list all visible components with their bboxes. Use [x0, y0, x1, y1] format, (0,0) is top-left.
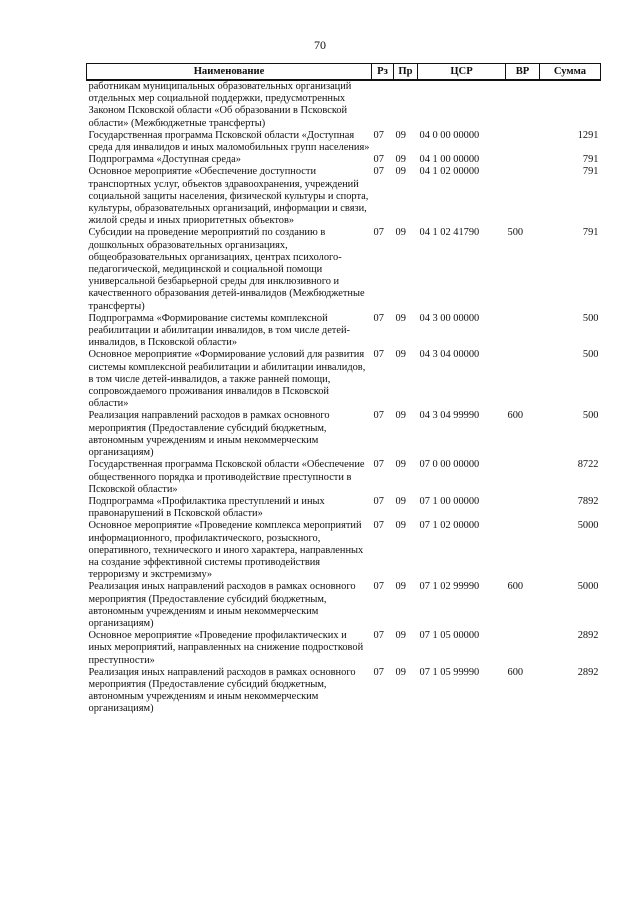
cell-rz: 07: [373, 581, 384, 593]
cell-rz: 07: [373, 520, 384, 532]
cell-pr: 09: [395, 666, 406, 678]
table-row: [87, 667, 601, 716]
cell-pr: 09: [395, 227, 406, 239]
table-row: [87, 80, 601, 130]
cell-vr: 600: [507, 410, 524, 422]
cell-pr: 09: [395, 312, 406, 324]
cell-csr: 04 3 04 00000: [419, 349, 480, 361]
cell-sum: 5000: [577, 581, 599, 593]
cell-sum: 2892: [577, 630, 599, 642]
cell-rz: 07: [373, 666, 384, 678]
table-row: [87, 130, 601, 154]
cell-csr: [418, 80, 506, 130]
cell-sum: 8722: [577, 459, 599, 471]
cell-vr: [506, 520, 540, 581]
cell-sum: 5000: [577, 520, 599, 532]
cell-sum: 7892: [577, 495, 599, 507]
cell-csr: 04 1 00 00000: [419, 154, 480, 166]
cell-pr: 09: [395, 630, 406, 642]
cell-csr: 07 0 00 00000: [419, 459, 480, 471]
budget-table: [86, 63, 601, 716]
cell-rz: 07: [373, 495, 384, 507]
cell-csr: 04 3 04 99990: [419, 410, 480, 422]
cell-pr: 09: [395, 520, 406, 532]
cell-csr: 04 3 00 00000: [419, 312, 480, 324]
cell-vr: [506, 313, 540, 350]
cell-rz: [372, 80, 394, 130]
cell-csr: 07 1 05 00000: [419, 630, 480, 642]
cell-rz: 07: [373, 459, 384, 471]
cell-sum: 791: [582, 227, 599, 239]
cell-vr: 600: [507, 666, 524, 678]
cell-sum: 1291: [577, 129, 599, 141]
cell-name: Основное мероприятие «Проведение профилактических и иных мероприятий, направленных на снижение подростковой преступности»: [88, 630, 364, 666]
header-rz: Рз: [372, 64, 394, 81]
cell-rz: 07: [373, 166, 384, 178]
table-header-row: [87, 64, 601, 81]
table-row: [87, 154, 601, 166]
cell-vr: [506, 130, 540, 154]
cell-rz: 07: [373, 129, 384, 141]
cell-name: Государственная программа Псковской области «Обеспечение общественного порядка и противодействие преступности в Псковской области»: [88, 459, 365, 495]
cell-pr: [394, 80, 418, 130]
cell-rz: 07: [373, 227, 384, 239]
cell-name: Субсидии на проведение мероприятий по созданию в дошкольных образовательных организациях, общеобразовательных организациях, центрах психолого-педагогической, медицинской и социальной помощи универсальной безбарьерной среды для инклюзивного и качественного образования детей-инвалидов (Межбюджетные трансферты): [88, 227, 365, 312]
cell-name: Реализация иных направлений расходов в рамках основного мероприятия (Предоставление субсидий бюджетным, автономным учреждениям и иным некоммерческим организациям): [88, 581, 356, 629]
header-vr: ВР: [506, 64, 540, 81]
header-sum: Сумма: [540, 64, 601, 81]
cell-csr: 07 1 02 99990: [419, 581, 480, 593]
cell-pr: 09: [395, 581, 406, 593]
table-body: [87, 80, 601, 716]
cell-sum: 500: [582, 349, 599, 361]
cell-csr: 04 1 02 00000: [419, 166, 480, 178]
cell-name: Подпрограмма «Формирование системы комплексной реабилитации и абилитации инвалидов, в том числе детей-инвалидов, в Псковской области»: [88, 312, 350, 349]
cell-rz: 07: [373, 630, 384, 642]
cell-sum: 791: [582, 166, 599, 178]
cell-vr: 500: [507, 227, 524, 239]
cell-pr: 09: [395, 459, 406, 471]
cell-name: Государственная программа Псковской области «Доступная среда для инвалидов и иных маломобильных групп населения»: [88, 129, 370, 154]
cell-vr: 600: [507, 581, 524, 593]
table-row: [87, 349, 601, 410]
cell-name: Основное мероприятие «Формирование условий для развития системы комплексной реабилитации и абилитации инвалидов, в том числе детей-инвалидов, а также ранней помощи, сопровождаемого проживания инвалидов в Псковской области»: [88, 349, 366, 410]
cell-sum: 500: [582, 410, 599, 422]
cell-csr: 04 0 00 00000: [419, 129, 480, 141]
cell-vr: [506, 630, 540, 667]
cell-vr: [506, 496, 540, 520]
cell-csr: 07 1 02 00000: [419, 520, 480, 532]
cell-pr: 09: [395, 129, 406, 141]
header-csr: ЦСР: [418, 64, 506, 81]
cell-name: Реализация направлений расходов в рамках основного мероприятия (Предоставление субсидий бюджетным, автономным учреждениям и иным некоммерческим организациям): [88, 410, 330, 459]
cell-vr: [506, 459, 540, 496]
cell-vr: [506, 80, 540, 130]
table-row: [87, 313, 601, 350]
cell-sum: 791: [582, 154, 599, 166]
cell-pr: 09: [395, 495, 406, 507]
cell-rz: 07: [373, 349, 384, 361]
page-number: 70: [314, 38, 326, 52]
table-row: [87, 581, 601, 630]
cell-vr: [506, 166, 540, 227]
cell-rz: 07: [373, 410, 384, 422]
table-row: [87, 630, 601, 667]
table-row: [87, 410, 601, 459]
header-pr: Пр: [394, 64, 418, 81]
cell-pr: 09: [395, 410, 406, 422]
cell-pr: 09: [395, 166, 406, 178]
table-row: [87, 459, 601, 496]
cell-vr: [506, 154, 540, 166]
cell-sum: [540, 80, 601, 130]
cell-vr: [506, 349, 540, 410]
cell-rz: 07: [373, 312, 384, 324]
cell-rz: 07: [373, 154, 384, 166]
cell-name: Подпрограмма «Доступная среда»: [88, 154, 241, 166]
cell-name: Основное мероприятие «Обеспечение доступности транспортных услуг, объектов здравоохранения, учреждений социальной защиты населения, физической культуры и спорта, культуры, образовательных организаций, информации и связи, жилой среды и иных приоритетных объектов»: [88, 166, 369, 227]
cell-name: работникам муниципальных образовательных организаций отдельных мер социальной поддержки, предусмотренных Законом Псковской области «Об образовании в Псковской области» (Межбюджетные трансферты): [88, 81, 352, 129]
cell-pr: 09: [395, 154, 406, 166]
cell-name: Основное мероприятие «Проведение комплекса мероприятий информационного, профилактического, розыскного, оперативного, технического и иного характера, направленных на создание эффективной системы противодействия терроризму и экстремизму»: [88, 520, 364, 581]
cell-name: Подпрограмма «Профилактика преступлений и иных правонарушений в Псковской области»: [88, 495, 325, 520]
cell-csr: 04 1 02 41790: [419, 227, 480, 239]
table-row: [87, 166, 601, 227]
cell-csr: 07 1 00 00000: [419, 495, 480, 507]
table-row: [87, 227, 601, 312]
cell-pr: 09: [395, 349, 406, 361]
header-name: Наименование: [87, 64, 372, 81]
table-row: [87, 496, 601, 520]
cell-name: Реализация иных направлений расходов в рамках основного мероприятия (Предоставление субсидий бюджетным, автономным учреждениям и иным некоммерческим организациям): [88, 666, 356, 715]
cell-sum: 2892: [577, 666, 599, 678]
table-row: [87, 520, 601, 581]
cell-sum: 500: [582, 312, 599, 324]
cell-csr: 07 1 05 99990: [419, 666, 480, 678]
